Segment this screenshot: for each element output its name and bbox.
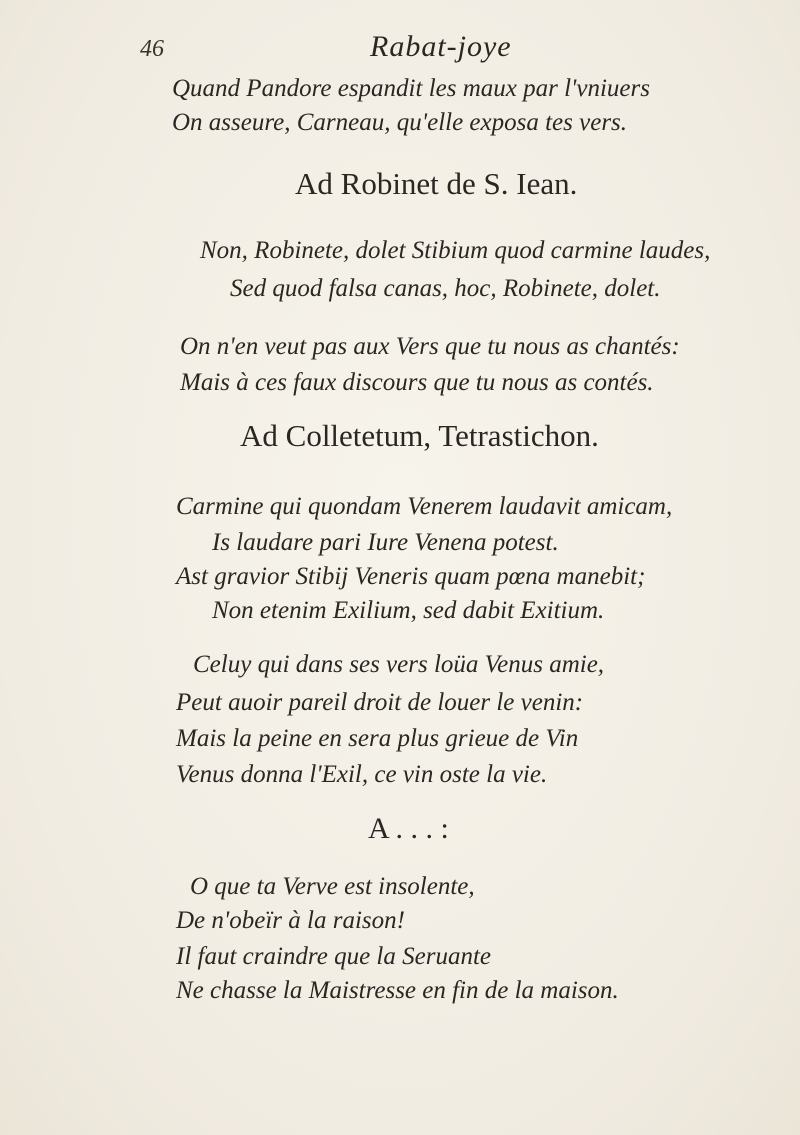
running-head: Rabat-joye [370,30,512,63]
latin-line: Sed quod falsa canas, hoc, Robinete, dolet. [230,275,661,302]
verse-line: On asseure, Carneau, qu'elle exposa tes vers. [172,109,628,136]
latin-line: Non etenim Exilium, sed dabit Exitium. [212,597,605,624]
page-header [0,30,800,70]
section-heading: A . . . : [368,812,449,845]
page-number: 46 [140,36,164,62]
verse-line: De n'obeïr à la raison! [176,907,405,934]
latin-line: Non, Robinete, dolet Stibium quod carmine laudes, [200,237,711,264]
french-line: On n'en veut pas aux Vers que tu nous as chantés: [180,333,680,360]
french-line: Mais à ces faux discours que tu nous as contés. [180,369,654,396]
verse-line: O que ta Verve est insolente, [190,873,475,900]
french-line: Celuy qui dans ses vers loüa Venus amie, [193,651,605,678]
latin-line: Is laudare pari Iure Venena potest. [212,529,559,556]
french-line: Peut auoir pareil droit de louer le venin: [176,689,584,716]
french-line: Mais la peine en sera plus grieue de Vin [176,725,579,752]
latin-line: Ast gravior Stibij Veneris quam pœna manebit; [176,563,646,590]
latin-line: Carmine qui quondam Venerem laudavit amicam, [176,493,673,520]
french-line: Venus donna l'Exil, ce vin oste la vie. [176,761,548,788]
verse-line: Ne chasse la Maistresse en fin de la maison. [176,977,619,1004]
verse-line: Quand Pandore espandit les maux par l'vniuers [172,75,650,102]
verse-line: Il faut craindre que la Seruante [176,943,491,970]
section-heading: Ad Colletetum, Tetrastichon. [240,418,599,453]
section-heading: Ad Robinet de S. Iean. [295,166,578,201]
